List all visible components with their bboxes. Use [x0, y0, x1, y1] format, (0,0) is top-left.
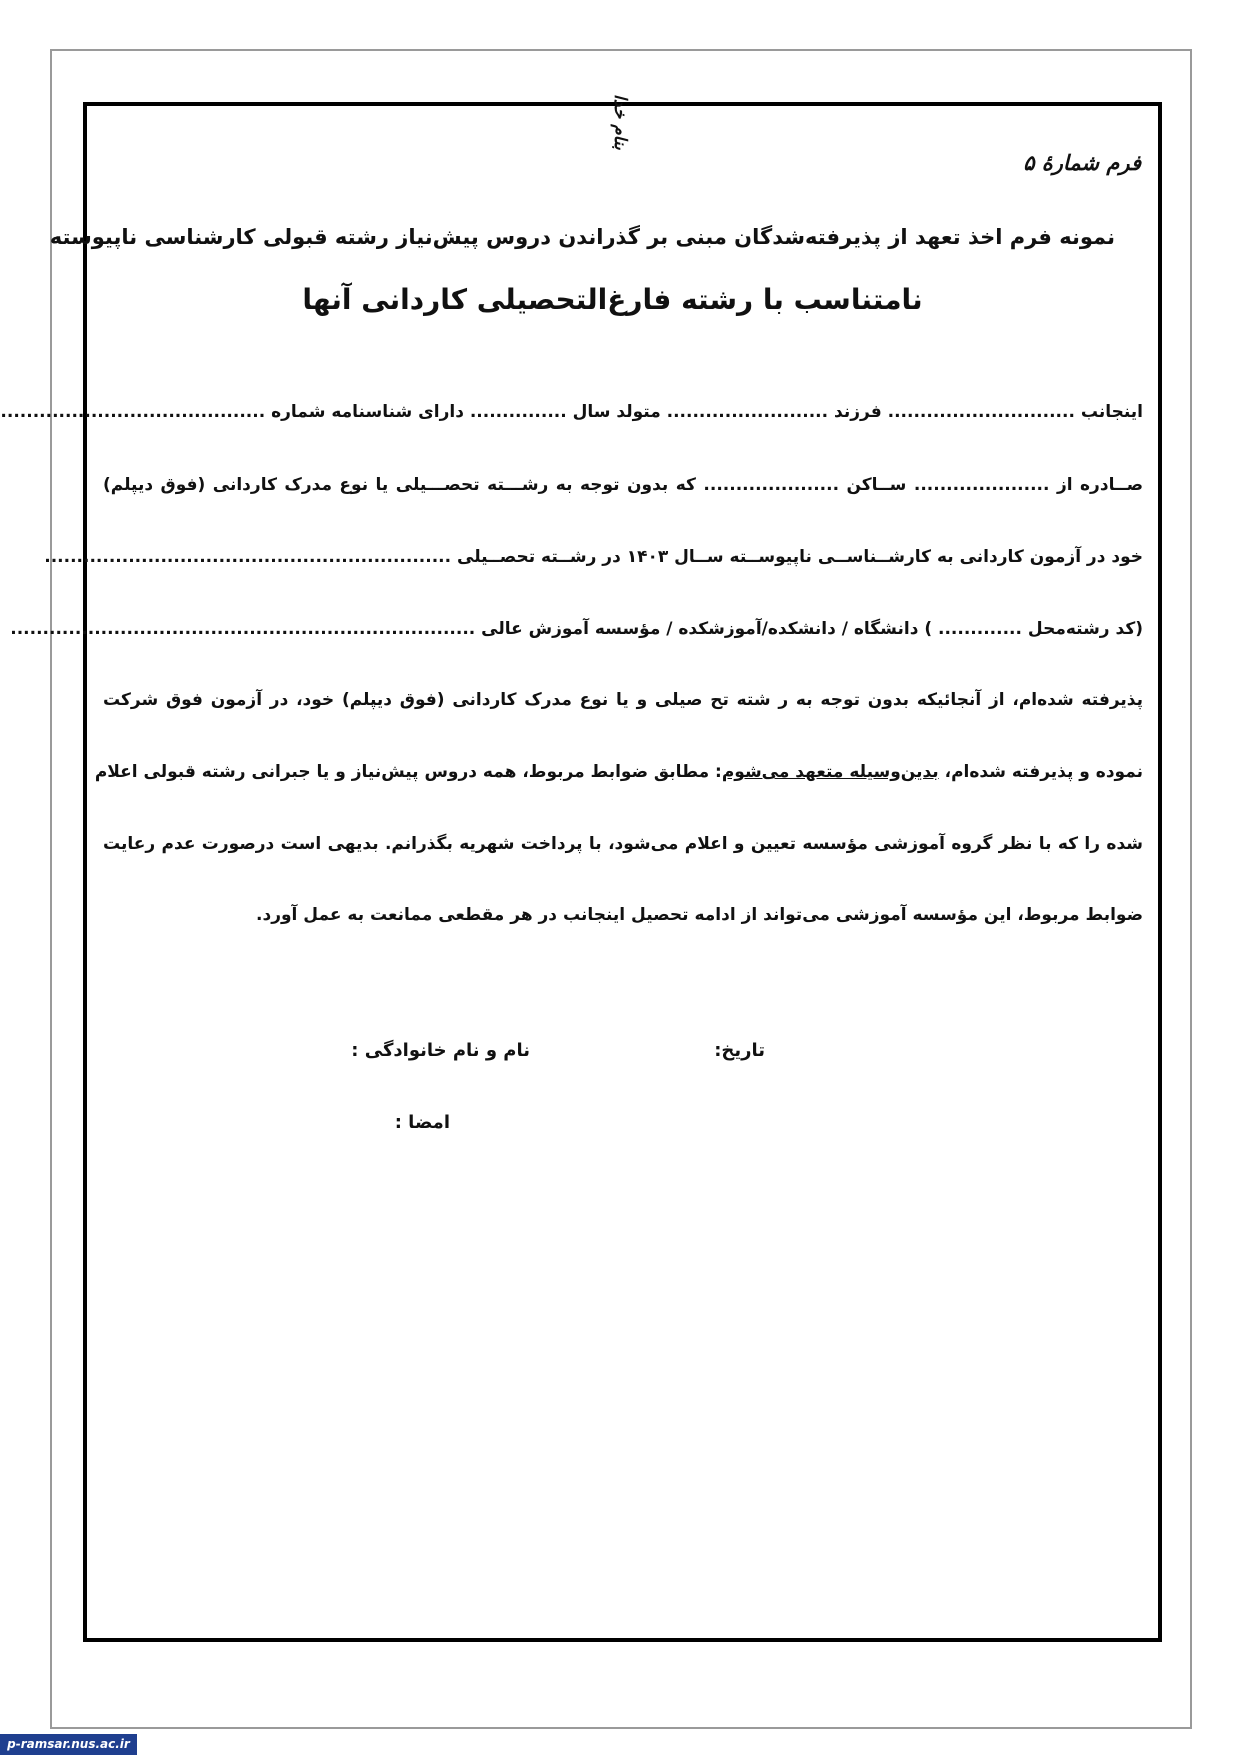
form-title-line-1: نمونه فرم اخذ تعهد از پذیرفته‌شدگان مبنی بر گذراندن دروس پیش‌نیاز رشته قبولی کارشناسی ناپیوسته — [49, 225, 1115, 249]
commitment-phrase: بدین‌وسیله متعهد می‌شوم — [721, 762, 939, 782]
body-line-7: شده را که با نظر گروه آموزشی مؤسسه تعیین و اعلام می‌شود، با پرداخت شهریه بگذرانم. بدیهی است درصورت عدم رعایت — [103, 834, 1143, 854]
form-number: فرم شمارۀ ۵ — [1023, 150, 1141, 175]
body-line-2: صــادره از ..................... ســاکن ..................... که بدون توجه به رشـــته تحصـــیلی یا نوع مدرک کاردانی (فوق دیپلم) — [103, 475, 1143, 495]
source-watermark: p-ramsar.nus.ac.ir — [0, 1734, 137, 1755]
form-title-line-2: نامتناسب با رشته فارغ‌التحصیلی کاردانی آنها — [302, 283, 923, 316]
form-border — [0, 102, 1162, 1642]
body-line-1: اینجانب ............................. فرزند ......................... متولد سال ............... دارای شناسنامه شماره ......................................... — [0, 402, 1143, 422]
body-line-8: ضوابط مربوط، این مؤسسه آموزشی می‌تواند از ادامه تحصیل اینجانب در هر مقطعی ممانعت به عمل آورد. — [256, 905, 1143, 925]
signature-label: امضا : — [394, 1112, 450, 1133]
body-line-4: (کد رشته‌محل ............. ) دانشگاه / دانشکده/آموزشکده / مؤسسه آموزش عالی ........................................................................ — [10, 619, 1143, 639]
body-line-6-end: : مطابق ضوابط مربوط، همه دروس پیش‌نیاز و یا جبرانی رشته قبولی اعلام — [94, 762, 722, 782]
basmala: بنام خدا — [610, 94, 630, 150]
body-line-3: خود در آزمون کاردانی به کارشــناســی ناپیوســته ســال ۱۴۰۳ در رشــته تحصــیلی ............................................................... — [44, 547, 1143, 567]
body-line-6-start: نموده و پذیرفته شده‌ام، — [938, 762, 1143, 782]
body-line-6 — [94, 762, 1143, 782]
body-line-5: پذیرفته شده‌ام، از آنجائیکه بدون توجه به ر شته تح صیلی و یا نوع مدرک کاردانی (فوق دیپلم) خود، در آزمون فوق شرکت — [103, 690, 1143, 710]
full-name-label: نام و نام خانوادگی : — [351, 1040, 530, 1061]
date-label: تاریخ: — [714, 1040, 765, 1061]
